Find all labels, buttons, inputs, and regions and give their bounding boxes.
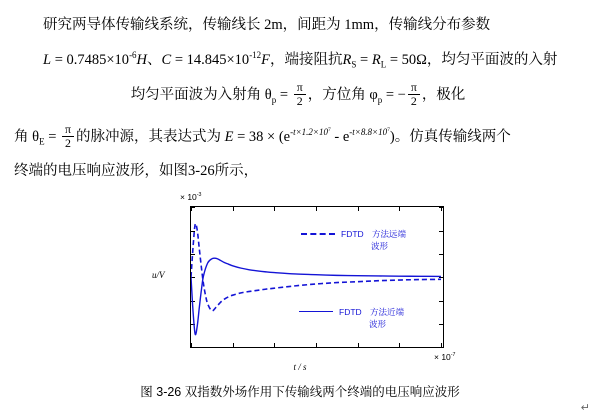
legend-sample-solid: [299, 311, 333, 312]
eq-E-exp2-sup: 7: [387, 126, 390, 133]
eq-R-value: = 50Ω: [386, 51, 427, 68]
symbol-Rl: R: [371, 51, 381, 68]
page-mark: ↵: [580, 402, 590, 414]
theta-e-sub: E: [39, 136, 45, 147]
fraction-denominator: 2: [62, 136, 74, 149]
eq-E-exp1-sup: 7: [327, 126, 331, 133]
y-axis-exponent-sup: -3: [196, 192, 202, 199]
legend-label-far-end: [341, 228, 406, 252]
eq-E-part1: = 38 × (e: [233, 128, 291, 145]
eq-E-exp2-text: -t×8.8×10: [349, 126, 388, 137]
eq-E-part3: ): [389, 128, 395, 145]
x-axis-exponent: [434, 352, 455, 362]
phi-p-sub: p: [377, 94, 383, 105]
fraction-denominator: 2: [294, 94, 306, 107]
legend-far-l3: 波形: [371, 241, 389, 252]
text-incident: ，均匀平面波的入射: [426, 51, 558, 68]
eq-C-value: = 14.845×10: [171, 51, 250, 68]
paragraph-4: [0, 115, 600, 157]
symbol-Rs-sub: S: [351, 59, 357, 70]
eq-equals-3: = −: [382, 86, 406, 103]
eq-equals-2: =: [276, 86, 292, 103]
symbol-Rs: R: [342, 51, 352, 68]
theta-p-sub: p: [271, 94, 277, 105]
y-axis-title: u/V: [152, 270, 165, 281]
symbol-L: L: [43, 51, 52, 68]
x-tick-6-top: [441, 207, 442, 211]
eq-E-exp1-text: -t×1.2×10: [290, 126, 328, 137]
y-tick-m3-right: [439, 347, 443, 348]
text-pulse-source: 的脉冲源，其表达式为: [76, 128, 225, 145]
eq-C-unit: F: [261, 51, 271, 68]
eq-C-exponent: -12: [249, 50, 262, 60]
fraction-numerator: π: [296, 80, 303, 95]
x-axis-exponent-base: × 10: [434, 352, 451, 363]
fraction-numerator: π: [410, 80, 417, 95]
paragraph-5: [0, 156, 600, 186]
eq-E-exp2: [349, 127, 390, 137]
eq-equals-4: =: [44, 128, 61, 145]
fraction-denominator: 2: [408, 94, 420, 107]
text-polarization: ，极化: [421, 86, 466, 103]
x-axis-title: t / s: [293, 362, 307, 373]
paragraph-3: [0, 80, 600, 115]
legend-sample-dashed: [301, 233, 335, 235]
figure-container: [0, 190, 600, 385]
eq-separator: 、: [147, 51, 162, 68]
eq-L-unit: H: [136, 51, 148, 68]
text-angle: 角 θ: [14, 128, 40, 145]
fraction-numerator: π: [65, 122, 72, 137]
para1-text-a: 研究两导体传输线系统，传输线长 2m，间距为 1mm，传输线分布参数: [43, 17, 491, 33]
text-plane-wave: 均匀平面波为入射角 θ: [130, 86, 272, 103]
legend-near-l1: FDTD: [339, 307, 362, 318]
legend-far-l1: FDTD: [341, 229, 364, 240]
eq-E-exp1: [290, 127, 331, 137]
legend-far-l2: 方法远端: [372, 229, 407, 240]
text-azimuth: ，方位角 φ: [307, 86, 378, 103]
figure-caption: 图 3-26 双指数外场作用下传输线两个终端的电压响应波形: [140, 385, 460, 399]
paragraph-2: [0, 40, 600, 80]
y-axis-exponent-base: × 10: [180, 192, 197, 203]
legend-near-l2: 方法近端: [370, 307, 405, 318]
eq-equals-1: =: [356, 51, 372, 68]
text-terminal-waveform: 终端的电压响应波形，如图3-26所示，: [14, 163, 259, 180]
x-tick-6: [441, 343, 442, 347]
fraction-pi-over-2-a: [294, 81, 306, 107]
symbol-Rl-sub: L: [380, 59, 387, 70]
chart-voltage-response: [150, 192, 460, 373]
fraction-pi-over-2-c: [62, 123, 74, 149]
fraction-pi-over-2-b: [408, 81, 420, 107]
x-axis-exponent-sup: -7: [450, 352, 456, 359]
symbol-C: C: [161, 51, 172, 68]
y-axis-exponent: [180, 192, 201, 202]
eq-L-value: = 0.7485×10: [51, 51, 130, 68]
symbol-E: E: [224, 128, 234, 145]
eq-L-exponent: -6: [129, 50, 137, 60]
plot-area: [190, 206, 444, 348]
eq-E-part2: - e: [330, 128, 350, 145]
y-tick-m3: [191, 347, 195, 348]
text-simulate: 。仿真传输线两个: [394, 128, 511, 145]
legend-label-near-end: [339, 306, 404, 330]
text-termination: ，端接阻抗: [270, 51, 343, 68]
paragraph-1: [0, 0, 600, 40]
legend-near-l3: 波形: [369, 319, 387, 330]
